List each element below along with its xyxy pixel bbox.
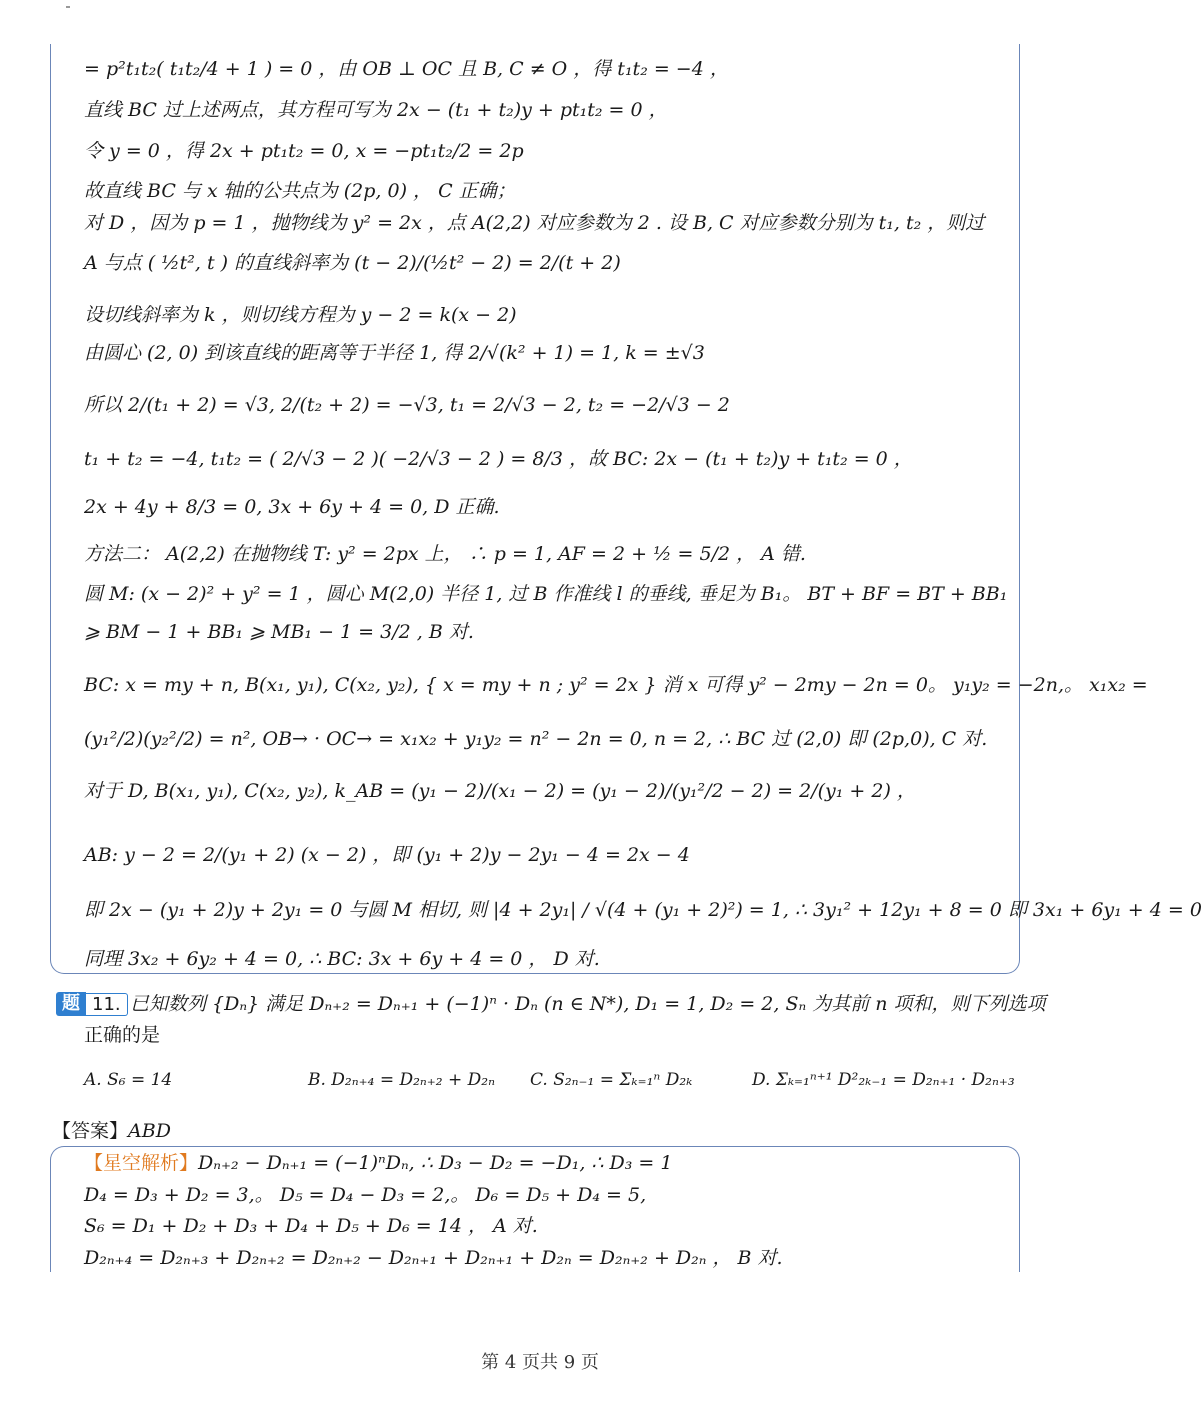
solution2-line-3: S₆ = D₁ + D₂ + D₃ + D₄ + D₅ + D₆ = 14 ， A 对. <box>84 1215 538 1237</box>
answer-row <box>52 1116 171 1143</box>
question-badge-number: 11. <box>86 993 128 1016</box>
solution-line-7: 设切线斜率为 k ，则切线方程为 y − 2 = k(x − 2) <box>84 304 517 326</box>
solution-line-20: 同理 3x₂ + 6y₂ + 4 = 0, ∴ BC: 3x + 6y + 4 = 0 ， D 对. <box>84 948 600 970</box>
solution-line-5: 对 D ，因为 p = 1 ，抛物线为 y² = 2x ，点 A(2,2) 对应参数为 2 . 设 B, C 对应参数分别为 t₁, t₂ ，则过 <box>84 212 985 234</box>
solution2-line-2: D₄ = D₃ + D₂ = 3,。 D₅ = D₄ − D₃ = 2,。 D₆ = D₅ + D₄ = 5, <box>84 1184 647 1206</box>
answer-value: ABD <box>128 1120 171 1142</box>
solution-line-10: t₁ + t₂ = −4, t₁t₂ = ( 2/√3 − 2 )( −2/√3 − 2 ) = 8/3 ，故 BC: 2x − (t₁ + t₂)y + t₁t₂ = 0 ， <box>84 448 913 470</box>
solution-line-9: 所以 2/(t₁ + 2) = √3, 2/(t₂ + 2) = −√3, t₁ = 2/√3 − 2, t₂ = −2/√3 − 2 <box>84 394 730 416</box>
solution-line-15: BC: x = my + n, B(x₁, y₁), C(x₂, y₂), { x = my + n ; y² = 2x } 消 x 可得 y² − 2my − 2n = 0。 y₁y₂ = −2n,。 x₁x₂ = <box>84 674 1148 696</box>
option-b: B. D₂ₙ₊₄ = D₂ₙ₊₂ + D₂ₙ <box>308 1070 495 1090</box>
page-footer: 第 4 页共 9 页 <box>481 1352 599 1373</box>
solution-line-1: = p²t₁t₂( t₁t₂/4 + 1 ) = 0 ，由 OB ⊥ OC 且 B, C ≠ O ，得 t₁t₂ = −4 ， <box>84 58 729 80</box>
solution-line-4: 故直线 BC 与 x 轴的公共点为 (2p, 0) ， C 正确； <box>84 180 516 202</box>
solution-line-8: 由圆心 (2, 0) 到该直线的距离等于半径 1, 得 2/√(k² + 1) = 1, k = ±√3 <box>84 342 705 364</box>
answer-label: 【答案】 <box>52 1120 129 1142</box>
question-stem-line-1: 已知数列 {Dₙ} 满足 Dₙ₊₂ = Dₙ₊₁ + (−1)ⁿ · Dₙ (n ∈ N*), D₁ = 1, D₂ = 2, Sₙ 为其前 n 项和，则下列选项 <box>130 993 1046 1015</box>
solution2-line-1-text: Dₙ₊₂ − Dₙ₊₁ = (−1)ⁿDₙ, ∴ D₃ − D₂ = −D₁, ∴ D₃ = 1 <box>198 1152 673 1174</box>
question-badge-label: 题 <box>56 992 86 1016</box>
solution-line-12: 方法二： A(2,2) 在抛物线 T: y² = 2px 上， ∴ p = 1, AF = 2 + ½ = 5/2 ， A 错. <box>84 543 806 565</box>
option-c: C. S₂ₙ₋₁ = Σₖ₌₁ⁿ D₂ₖ <box>530 1070 693 1090</box>
solution-line-16: (y₁²/2)(y₂²/2) = n², OB→ · OC→ = x₁x₂ + y₁y₂ = n² − 2n = 0, n = 2, ∴ BC 过 (2,0) 即 (2p,0), C 对. <box>84 728 988 750</box>
solution-line-17: 对于 D, B(x₁, y₁), C(x₂, y₂), k_AB = (y₁ − 2)/(x₁ − 2) = (y₁ − 2)/(y₁²/2 − 2) = 2/(y₁ + 2) ， <box>84 780 916 802</box>
solution-line-6: A 与点 ( ½t², t ) 的直线斜率为 (t − 2)/(½t² − 2) = 2/(t + 2) <box>84 252 621 274</box>
solution-line-11: 2x + 4y + 8/3 = 0, 3x + 6y + 4 = 0, D 正确. <box>84 496 500 518</box>
solution-line-18: AB: y − 2 = 2/(y₁ + 2) (x − 2) ，即 (y₁ + 2)y − 2y₁ − 4 = 2x − 4 <box>84 844 690 866</box>
question-stem-line-2: 正确的是 <box>84 1024 161 1046</box>
solution-label: 【星空解析】 <box>84 1152 199 1174</box>
solution2-line-1 <box>84 1150 672 1176</box>
solution-line-14: ⩾ BM − 1 + BB₁ ⩾ MB₁ − 1 = 3/2 , B 对. <box>84 621 474 643</box>
option-d: D. Σₖ₌₁ⁿ⁺¹ D²₂ₖ₋₁ = D₂ₙ₊₁ · D₂ₙ₊₃ <box>752 1070 1015 1090</box>
solution-line-2: 直线 BC 过上述两点，其方程可写为 2x − (t₁ + t₂)y + pt₁t₂ = 0 ， <box>84 99 668 121</box>
scan-mark <box>66 6 70 8</box>
solution-line-19: 即 2x − (y₁ + 2)y + 2y₁ = 0 与圆 M 相切, 则 |4 + 2y₁| / √(4 + (y₁ + 2)²) = 1, ∴ 3y₁² + 12y₁ + 8 = 0 即 3x₁ + 6y₁ + 4 = 0 <box>84 899 1202 921</box>
solution-line-13: 圆 M: (x − 2)² + y² = 1 ，圆心 M(2,0) 半径 1, 过 B 作准线 l 的垂线, 垂足为 B₁。 BT + BF = BT + BB₁ <box>84 583 1008 605</box>
question-number-badge <box>56 992 128 1016</box>
option-a: A. S₆ = 14 <box>84 1070 173 1090</box>
solution2-line-4: D₂ₙ₊₄ = D₂ₙ₊₃ + D₂ₙ₊₂ = D₂ₙ₊₂ − D₂ₙ₊₁ + D₂ₙ₊₁ + D₂ₙ = D₂ₙ₊₂ + D₂ₙ ， B 对. <box>84 1247 783 1269</box>
solution-line-3: 令 y = 0 ，得 2x + pt₁t₂ = 0, x = −pt₁t₂/2 = 2p <box>84 140 524 162</box>
